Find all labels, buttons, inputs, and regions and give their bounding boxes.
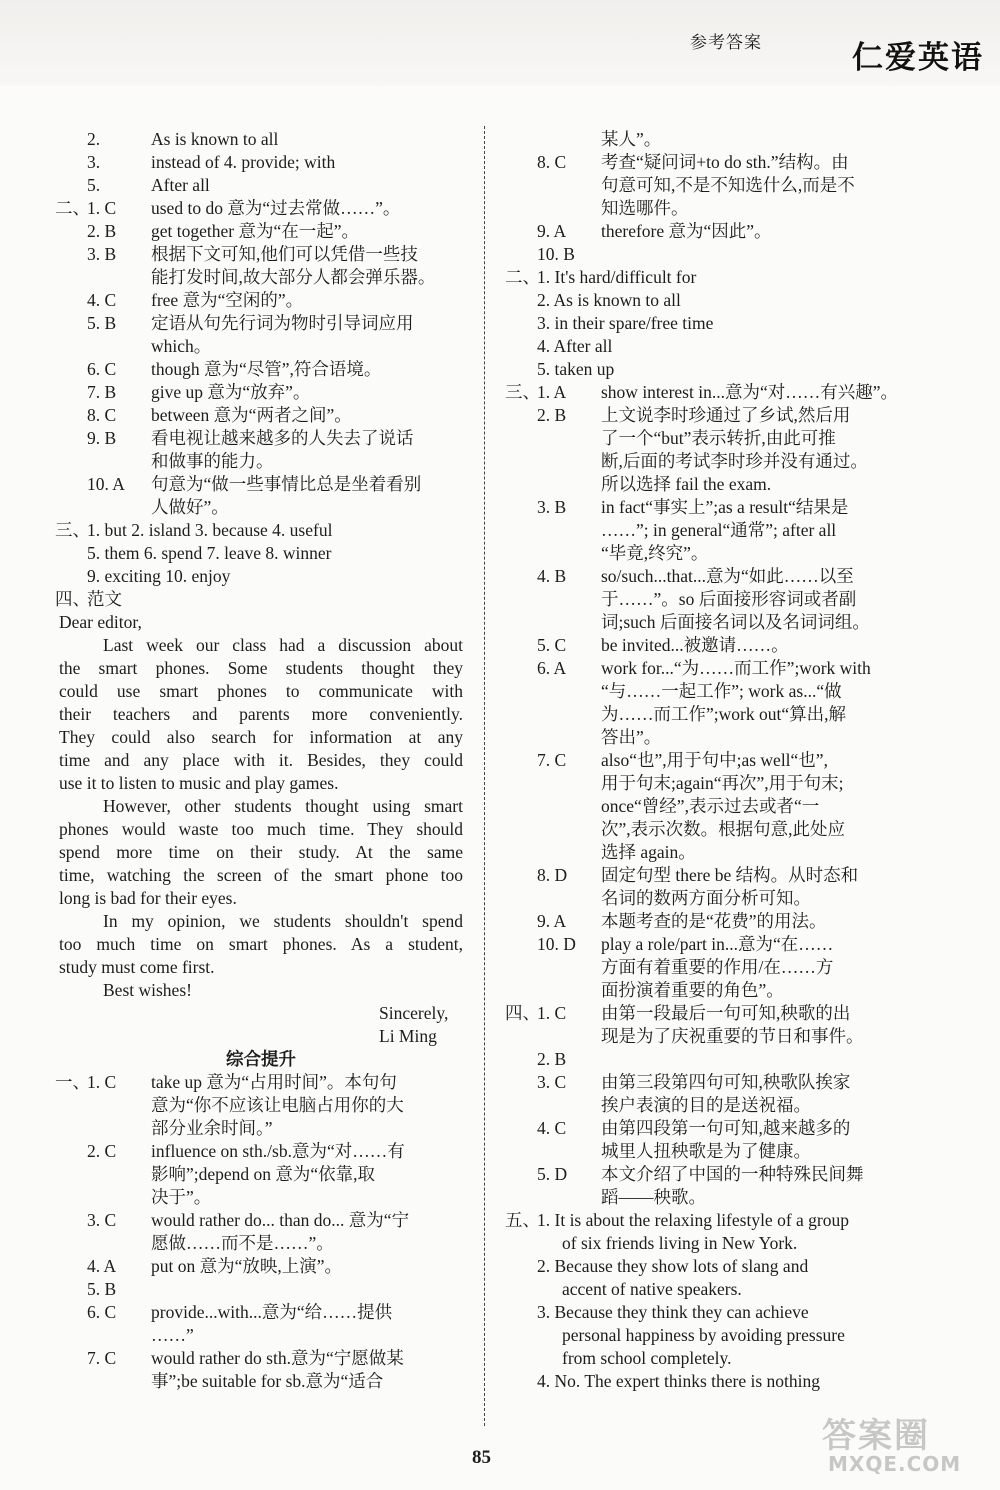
text-line — [505, 910, 913, 933]
text-line — [505, 335, 913, 358]
item-text-continued: 名词的数两方面分析可知。 — [601, 888, 811, 908]
essay-line: However, other students thought using smart — [103, 796, 463, 816]
watermark-site: MXQE.COM — [828, 1452, 962, 1476]
text-line — [55, 542, 467, 565]
item-number: 10. B — [537, 244, 575, 264]
item-number: 7. C — [537, 750, 567, 770]
text-line — [55, 749, 467, 772]
item-text-continued: ……” — [151, 1325, 194, 1345]
item-text: give up 意为“放弃”。 — [151, 382, 311, 402]
item-number: 2. B — [537, 405, 567, 425]
text-line — [55, 979, 467, 1002]
text-line — [505, 404, 913, 427]
text-line — [55, 1278, 467, 1301]
item-text-continued: 和做事的能力。 — [151, 451, 274, 471]
item-text: instead of 4. provide; with — [151, 152, 336, 172]
item-text: though 意为“尽管”,符合语境。 — [151, 359, 382, 379]
essay-line: time and any place with it. Besides, they could — [59, 750, 463, 770]
text-line — [505, 864, 913, 887]
item-number: 9. A — [537, 221, 567, 241]
text-line — [505, 174, 913, 197]
text-line — [505, 1163, 913, 1186]
text-line — [55, 933, 467, 956]
left-column — [55, 128, 467, 1393]
text-line — [55, 1163, 467, 1186]
section-marker: 三、 — [505, 382, 540, 402]
answer-line: 9. exciting 10. enjoy — [87, 566, 231, 586]
text-line — [505, 312, 913, 335]
item-number: 10. D — [537, 934, 576, 954]
text-line — [55, 335, 467, 358]
item-text-continued: 选择 again。 — [601, 842, 696, 862]
item-text-continued: 影响”;depend on 意为“依靠,取 — [151, 1164, 376, 1184]
item-text: be invited...被邀请……。 — [601, 635, 789, 655]
text-line — [505, 1324, 913, 1347]
text-line — [55, 1002, 467, 1025]
item-text-continued: 决于”。 — [151, 1187, 212, 1207]
essay-line: too much time on smart phones. As a student, — [59, 934, 463, 954]
text-line — [55, 726, 467, 749]
item-number: 8. C — [537, 152, 567, 172]
answer-line-continued: accent of native speakers. — [562, 1279, 742, 1299]
item-text: work for...“为……而工作”;work with — [601, 658, 871, 678]
item-number: 6. A — [537, 658, 567, 678]
answer-line: 2. As is known to all — [537, 290, 681, 310]
text-line — [505, 956, 913, 979]
text-line — [505, 427, 913, 450]
text-line — [55, 266, 467, 289]
item-number: 3. — [87, 152, 101, 172]
text-line — [505, 450, 913, 473]
text-line — [505, 542, 913, 565]
item-text: 由第四段第一句可知,越来越多的 — [601, 1118, 851, 1138]
text-line — [55, 496, 467, 519]
text-line — [55, 841, 467, 864]
text-line — [505, 772, 913, 795]
text-line — [55, 427, 467, 450]
essay-line: time, watching the screen of the smart phone too — [59, 865, 463, 885]
item-text: play a role/part in...意为“在…… — [601, 934, 834, 954]
item-text-continued: 人做好”。 — [151, 497, 229, 517]
answer-line: 2. Because they show lots of slang and — [537, 1256, 809, 1276]
item-text-continued: once“曾经”,表示过去或者“一 — [601, 796, 820, 816]
text-line — [55, 404, 467, 427]
text-line — [55, 1232, 467, 1255]
text-line — [505, 128, 913, 151]
text-line — [55, 358, 467, 381]
item-text-continued: 愿做……而不是……”。 — [151, 1233, 334, 1253]
item-number: 8. D — [537, 865, 568, 885]
text-line — [505, 1025, 913, 1048]
item-number: 2. B — [537, 1049, 567, 1069]
answer-line: 4. No. The expert thinks there is nothing — [537, 1371, 821, 1391]
item-number: 4. C — [537, 1118, 567, 1138]
item-number: 4. C — [87, 290, 117, 310]
item-text: 看电视让越来越多的人失去了说话 — [151, 428, 414, 448]
essay-line: their teachers and parents more conveniently. — [59, 704, 463, 724]
text-line — [505, 496, 913, 519]
section-marker: 二、 — [505, 267, 540, 287]
text-line — [505, 979, 913, 1002]
text-line — [505, 473, 913, 496]
text-line — [505, 1232, 913, 1255]
item-text: get together 意为“在一起”。 — [151, 221, 360, 241]
essay-line: spend more time on their study. At the same — [59, 842, 463, 862]
item-text: so/such...that...意为“如此……以至 — [601, 566, 854, 586]
text-line — [55, 910, 467, 933]
item-number: 3. B — [537, 497, 567, 517]
watermark — [822, 1408, 992, 1480]
column-divider — [484, 126, 485, 1426]
text-line — [55, 381, 467, 404]
item-text: would rather do... than do... 意为“宁 — [151, 1210, 410, 1230]
text-line — [505, 634, 913, 657]
text-line — [55, 772, 467, 795]
item-text: After all — [151, 175, 210, 195]
text-line — [55, 1347, 467, 1370]
text-line — [55, 289, 467, 312]
item-text-continued: 所以选择 fail the exam. — [601, 474, 772, 494]
text-line — [55, 1301, 467, 1324]
text-line — [55, 519, 467, 542]
answer-line: 1. It is about the relaxing lifestyle of a group — [537, 1210, 850, 1230]
text-line — [505, 519, 913, 542]
text-line — [505, 1209, 913, 1232]
essay-line: use it to listen to music and play games. — [59, 773, 339, 793]
item-text: also“也”,用于句中;as well“也”, — [601, 750, 828, 770]
text-line — [55, 634, 467, 657]
text-line — [55, 1140, 467, 1163]
text-line — [505, 1094, 913, 1117]
item-text: 本题考查的是“花费”的用法。 — [601, 911, 827, 931]
item-number: 5. B — [87, 313, 117, 333]
item-text: 固定句型 there be 结构。从时态和 — [601, 865, 859, 885]
item-text: influence on sth./sb.意为“对……有 — [151, 1141, 405, 1161]
item-text: 本文介绍了中国的一种特殊民间舞 — [601, 1164, 864, 1184]
item-number: 5. C — [537, 635, 567, 655]
item-number: 5. D — [537, 1164, 568, 1184]
item-text: therefore 意为“因此”。 — [601, 221, 772, 241]
text-line — [505, 1186, 913, 1209]
text-line — [505, 1140, 913, 1163]
text-line — [55, 611, 467, 634]
text-line — [55, 1255, 467, 1278]
item-text-continued: 词;such 后面接名词以及名词词组。 — [601, 612, 870, 632]
text-line — [55, 1209, 467, 1232]
answer-line: 1. It's hard/difficult for — [537, 267, 697, 287]
answer-line-continued: of six friends living in New York. — [562, 1233, 798, 1253]
item-text-continued: which。 — [151, 336, 212, 356]
item-text: would rather do sth.意为“宁愿做某 — [151, 1348, 404, 1368]
text-line — [55, 565, 467, 588]
text-line — [55, 680, 467, 703]
item-number: 9. B — [87, 428, 117, 448]
item-text-continued: 面扮演着重要的角色”。 — [601, 980, 784, 1000]
item-text: As is known to all — [151, 129, 279, 149]
item-text-continued: 为……而工作”;work out“算出,解 — [601, 704, 846, 724]
text-line — [55, 657, 467, 680]
text-line — [505, 887, 913, 910]
text-line — [505, 1117, 913, 1140]
text-line — [505, 1071, 913, 1094]
essay-signature: Li Ming — [379, 1026, 437, 1046]
item-number: 7. C — [87, 1348, 117, 1368]
item-number: 2. — [87, 129, 101, 149]
text-line — [505, 611, 913, 634]
answer-line: 3. Because they think they can achieve — [537, 1302, 809, 1322]
text-line — [505, 841, 913, 864]
text-line — [505, 289, 913, 312]
item-text: free 意为“空闲的”。 — [151, 290, 304, 310]
text-line — [505, 243, 913, 266]
item-number: 6. C — [87, 359, 117, 379]
answer-line: 5. taken up — [537, 359, 615, 379]
item-text-continued: “与……一起工作”; work as...“做 — [601, 681, 842, 701]
text-line — [55, 220, 467, 243]
header-band — [0, 0, 1000, 86]
text-line — [505, 1255, 913, 1278]
item-text-continued: “毕竟,终究”。 — [601, 543, 709, 563]
text-line — [505, 1278, 913, 1301]
page-number: 85 — [472, 1447, 491, 1468]
section-marker: 四、 — [505, 1003, 540, 1023]
item-text-continued: 能打发时间,故大部分人都会弹乐器。 — [151, 267, 436, 287]
item-text-continued: 次”,表示次数。根据句意,此处应 — [601, 819, 846, 839]
item-number: 5. — [87, 175, 101, 195]
essay-line: phones would waste too much time. They should — [59, 819, 463, 839]
text-line — [55, 588, 467, 611]
section-marker: 三、 — [55, 520, 90, 540]
item-text: 由第一段最后一句可知,秧歌的出 — [601, 1003, 851, 1023]
header-label: 参考答案 — [690, 33, 762, 52]
text-line — [55, 864, 467, 887]
text-line — [505, 726, 913, 749]
text-line — [55, 1094, 467, 1117]
text-line — [55, 174, 467, 197]
text-line — [55, 1117, 467, 1140]
watermark-main: 答案圈 — [822, 1416, 930, 1456]
item-text-continued: 用于句末;again“再次”,用于句末; — [601, 773, 844, 793]
essay-line: could use smart phones to communicate with — [59, 681, 463, 701]
text-line — [505, 1048, 913, 1071]
essay-text: Dear editor, — [59, 612, 142, 632]
section-heading: 综合提升 — [226, 1049, 296, 1069]
answer-line: 1. but 2. island 3. because 4. useful — [87, 520, 333, 540]
text-line — [55, 197, 467, 220]
item-number: 2. C — [87, 1141, 117, 1161]
text-line — [55, 473, 467, 496]
item-text-continued: 意为“你不应该让电脑占用你的大 — [151, 1095, 404, 1115]
text-line — [505, 358, 913, 381]
item-text: in fact“事实上”;as a result“结果是 — [601, 497, 849, 517]
text-line — [505, 657, 913, 680]
essay-line: In my opinion, we students shouldn't spend — [103, 911, 463, 931]
text-line — [505, 933, 913, 956]
text-line — [55, 243, 467, 266]
text-line — [505, 220, 913, 243]
item-text-continued: 方面有着重要的作用/在……方 — [601, 957, 834, 977]
item-number: 10. A — [87, 474, 125, 494]
text-line — [55, 1370, 467, 1393]
text-line — [505, 795, 913, 818]
item-text: 考查“疑问词+to do sth.”结构。由 — [601, 152, 849, 172]
essay-text: 范文 — [87, 589, 122, 609]
item-number: 1. A — [537, 382, 567, 402]
item-text: 定语从句先行词为物时引导词应用 — [151, 313, 414, 333]
item-text: provide...with...意为“给……提供 — [151, 1302, 393, 1322]
text-line — [505, 1301, 913, 1324]
essay-line: the smart phones. Some students thought they — [59, 658, 463, 678]
item-text: 根据下文可知,他们可以凭借一些技 — [151, 244, 418, 264]
text-line — [55, 1186, 467, 1209]
essay-line: long is bad for their eyes. — [59, 888, 237, 908]
text-line — [55, 151, 467, 174]
text-line — [505, 1002, 913, 1025]
item-text: 句意为“做一些事情比总是坐着看别 — [151, 474, 422, 494]
item-number: 8. C — [87, 405, 117, 425]
text-line — [505, 381, 913, 404]
item-number: 1. C — [537, 1003, 567, 1023]
text-line — [505, 680, 913, 703]
text-line — [505, 818, 913, 841]
essay-line: Best wishes! — [103, 980, 192, 1000]
item-number: 3. B — [87, 244, 117, 264]
section-marker: 四、 — [55, 589, 90, 609]
item-number: 4. A — [87, 1256, 117, 1276]
text-line — [55, 1071, 467, 1094]
item-number: 3. C — [537, 1072, 567, 1092]
section-marker: 五、 — [505, 1210, 540, 1230]
item-text: between 意为“两者之间”。 — [151, 405, 352, 425]
text-line — [55, 1048, 467, 1071]
item-text-continued: 知选哪件。 — [601, 198, 689, 218]
answer-line-continued: from school completely. — [562, 1348, 732, 1368]
item-number: 7. B — [87, 382, 117, 402]
item-text-continued: 某人”。 — [601, 129, 662, 149]
essay-line: study must come first. — [59, 957, 215, 977]
text-line — [55, 1324, 467, 1347]
item-number: 6. C — [87, 1302, 117, 1322]
text-line — [55, 818, 467, 841]
item-text: show interest in...意为“对……有兴趣”。 — [601, 382, 898, 402]
text-line — [55, 703, 467, 726]
text-line — [505, 1370, 913, 1393]
item-text-continued: 部分业余时间。” — [151, 1118, 273, 1138]
text-line — [55, 128, 467, 151]
section-marker: 二、 — [55, 198, 90, 218]
text-line — [55, 956, 467, 979]
item-text-continued: 了一个“but”表示转折,由此可推 — [601, 428, 836, 448]
item-text: 上文说李时珍通过了乡试,然后用 — [601, 405, 851, 425]
item-number: 3. C — [87, 1210, 117, 1230]
header-brand: 仁爱英语 — [852, 40, 984, 75]
text-line — [505, 1347, 913, 1370]
answer-line: 3. in their spare/free time — [537, 313, 714, 333]
item-number: 5. B — [87, 1279, 117, 1299]
item-text: used to do 意为“过去常做……”。 — [151, 198, 401, 218]
text-line — [505, 266, 913, 289]
item-text-continued: 事”;be suitable for sb.意为“适合 — [151, 1371, 384, 1391]
essay-line: Last week our class had a discussion about — [103, 635, 463, 655]
section-marker: 一、 — [55, 1072, 90, 1092]
essay-signature: Sincerely, — [379, 1003, 449, 1023]
answer-line-continued: personal happiness by avoiding pressure — [562, 1325, 845, 1345]
item-number: 1. C — [87, 1072, 117, 1092]
text-line — [55, 1025, 467, 1048]
item-number: 4. B — [537, 566, 567, 586]
item-text-continued: 城里人扭秧歌是为了健康。 — [601, 1141, 811, 1161]
item-number: 2. B — [87, 221, 117, 241]
item-text-continued: 挨户表演的目的是送祝福。 — [601, 1095, 811, 1115]
answer-line: 5. them 6. spend 7. leave 8. winner — [87, 543, 332, 563]
text-line — [505, 197, 913, 220]
item-number: 1. C — [87, 198, 117, 218]
text-line — [505, 749, 913, 772]
text-line — [55, 887, 467, 910]
item-text-continued: ……”; in general“通常”; after all — [601, 520, 837, 540]
answer-line: 4. After all — [537, 336, 613, 356]
text-line — [505, 151, 913, 174]
text-line — [505, 703, 913, 726]
item-text-continued: 句意可知,不是不知选什么,而是不 — [601, 175, 855, 195]
item-text-continued: 断,后面的考试李时珍并没有通过。 — [601, 451, 868, 471]
text-line — [55, 450, 467, 473]
item-text: take up 意为“占用时间”。本句句 — [151, 1072, 397, 1092]
item-text: 由第三段第四句可知,秧歌队挨家 — [601, 1072, 851, 1092]
item-text-continued: 于……”。so 后面接形容词或者副 — [601, 589, 857, 609]
text-line — [55, 312, 467, 335]
item-number: 9. A — [537, 911, 567, 931]
text-line — [55, 795, 467, 818]
right-column — [505, 128, 913, 1393]
text-line — [505, 588, 913, 611]
essay-line: They could also search for information at any — [59, 727, 463, 747]
item-text-continued: 现是为了庆祝重要的节日和事件。 — [601, 1026, 864, 1046]
item-text-continued: 蹈——秧歌。 — [601, 1187, 706, 1207]
item-text-continued: 答出”。 — [601, 727, 662, 747]
item-text: put on 意为“放映,上演”。 — [151, 1256, 343, 1276]
text-line — [505, 565, 913, 588]
